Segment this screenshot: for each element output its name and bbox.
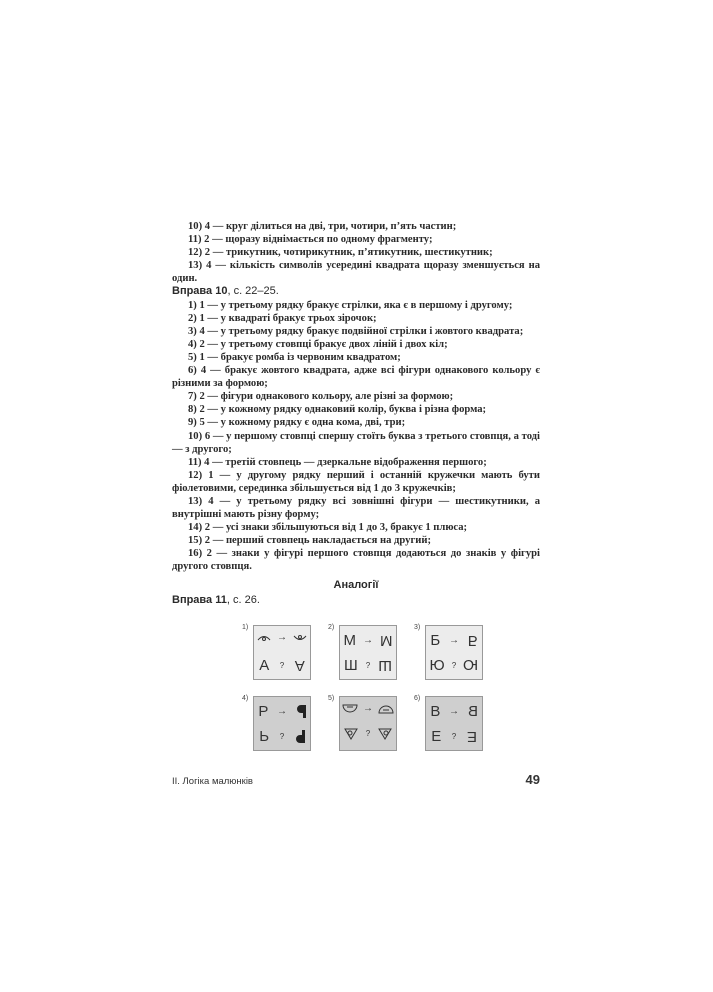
figure-label: 5) — [328, 695, 335, 702]
letter: Б — [430, 632, 441, 649]
section-name: ІІ. Логіка малюнків — [172, 776, 253, 787]
answer-item: 2) 1 — у квадраті бракує трьох зірочок; — [188, 312, 377, 324]
figure-2 — [339, 625, 397, 680]
exercise-title: Вправа 11 — [172, 593, 227, 606]
letter-mirrored: Б — [467, 632, 478, 649]
exercise-10-heading — [172, 285, 540, 298]
exercise-11-heading — [172, 594, 540, 607]
filled-soft-sign-shape-icon — [295, 730, 305, 743]
answer-item: 7) 2 — фігури однакового кольору, але різні за формою; — [188, 391, 454, 403]
figure-1 — [253, 625, 311, 680]
answer-item: 9) 5 — у кожному рядку є одна кома, дві, три; — [188, 417, 406, 429]
figure-label: 2) — [328, 624, 335, 631]
arrow: → — [277, 632, 287, 643]
arrow: → — [448, 635, 459, 646]
eye-shape-icon — [257, 633, 271, 643]
page-footer — [172, 772, 540, 787]
letter-mirrored: М — [380, 632, 393, 649]
answer-item: 10) 4 — круг ділиться на дві, три, чотири, п’ять частин; — [188, 221, 457, 232]
letter-mirrored: Ш — [378, 657, 392, 674]
answer-item: 8) 2 — у кожному рядку однаковий колір, буква і різна форма; — [188, 404, 487, 416]
answer-item: 12) 1 — у другому рядку перший і останній кружечки мають бути фіолетовими, серединка збільшується від 1 до 3 кружечків; — [172, 469, 540, 494]
eye-shape-mirrored-icon — [293, 633, 307, 643]
answer-item: 13) 4 — кількість символів усередині квадрата щоразу зменшується на один. — [172, 260, 540, 285]
answers-column — [172, 220, 540, 607]
answer-item: 14) 2 — усі знаки збільшуються від 1 до 3, бракує 1 плюса; — [188, 522, 468, 534]
letter: А — [259, 657, 270, 674]
answer-item: 10) 6 — у першому стовпці спершу стоїть буква з третього стовпця, а тоді — з другого; — [172, 430, 540, 455]
arrow: → — [363, 635, 373, 646]
answer-item: 15) 2 — перший стовпець накладається на другий; — [188, 535, 432, 547]
arrow: → — [277, 706, 287, 717]
letter: Р — [258, 703, 269, 720]
page-number: 49 — [525, 772, 540, 787]
letter-mirrored: Ю — [463, 657, 479, 674]
figure-6 — [425, 696, 483, 751]
answer-item: 4) 2 — у третьому стовпці бракує двох ліній і двох кіл; — [188, 338, 448, 350]
half-circle-arrow-icon — [342, 704, 358, 714]
answer-item: 1) 1 — у третьому рядку бракує стрілки, яка є в першому і другому; — [188, 299, 513, 311]
figure-3 — [425, 625, 483, 680]
filled-p-shape-icon — [296, 705, 306, 718]
letter: Ю — [429, 657, 445, 674]
arrow: → — [362, 703, 373, 714]
letter-mirrored: В — [467, 703, 478, 720]
question-mark: ? — [451, 660, 457, 670]
answer-item: 11) 2 — щоразу віднімається по одному фрагменту; — [188, 234, 433, 246]
arrow: → — [449, 706, 459, 717]
answer-item: 16) 2 — знаки у фігурі першого стовпця додаються до знаків у фігурі другого стовпця. — [172, 548, 540, 573]
question-mark: ? — [451, 731, 457, 741]
question-mark: ? — [365, 660, 371, 670]
letter: Ь — [259, 728, 270, 745]
figure-label: 3) — [414, 624, 421, 631]
letter: Е — [431, 728, 442, 745]
figure-5 — [339, 696, 397, 751]
question-mark: ? — [279, 731, 285, 741]
answer-item: 6) 4 — бракує жовтого квадрата, адже всі фігури однакового кольору є різними за формою; — [172, 365, 540, 390]
figure-label: 4) — [242, 695, 249, 702]
letter: В — [430, 703, 441, 720]
answer-item: 12) 2 — трикутник, чотирикутник, п’ятикутник, шестикутник; — [188, 247, 493, 259]
answer-item: 5) 1 — бракує ромба із червоним квадратом; — [188, 351, 401, 363]
exercise-title: Вправа 10 — [172, 285, 228, 298]
letter: Ш — [344, 657, 358, 674]
answer-item: 13) 4 — у третьому рядку всі зовнішні фігури — шестикутники, а внутрішні мають різну форму; — [172, 495, 540, 521]
question-mark: ? — [365, 729, 371, 738]
section-title: Аналогії — [333, 578, 379, 591]
letter-mirrored: Е — [466, 728, 477, 745]
letter: М — [343, 632, 356, 649]
answer-item: 3) 4 — у третьому рядку бракує подвійної стрілки і жовтого квадрата; — [188, 325, 524, 337]
answer-item: 11) 4 — третій стовпець — дзеркальне відображення першого; — [188, 456, 487, 468]
letter-mirrored: А — [294, 657, 305, 674]
triangle-circle-icon — [344, 728, 358, 740]
half-circle-arrow-mirrored-icon — [378, 704, 394, 714]
figure-label: 6) — [414, 695, 421, 702]
question-mark: ? — [279, 660, 285, 670]
exercise-ref: , с. 22–25. — [227, 285, 279, 298]
figure-label: 1) — [242, 624, 249, 631]
exercise-ref: , с. 26. — [226, 593, 260, 606]
figure-4 — [253, 696, 311, 751]
triangle-circle-mirrored-icon — [378, 728, 392, 740]
